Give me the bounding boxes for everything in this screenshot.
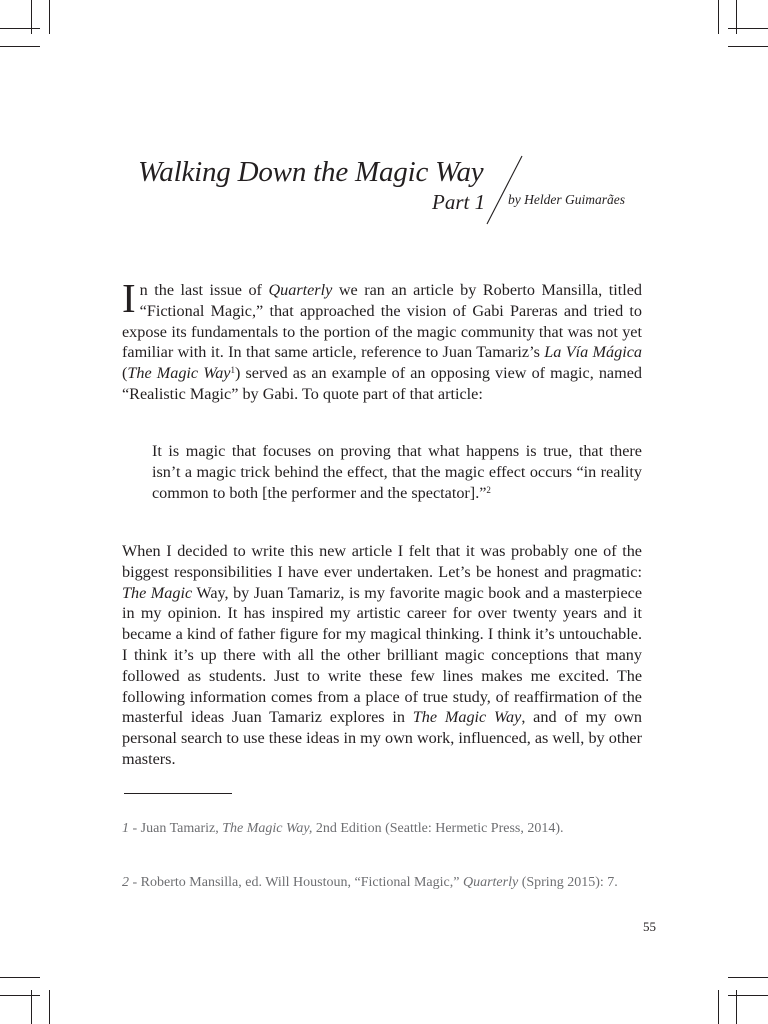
crop-mark xyxy=(728,977,768,978)
text-run: , and of my own personal search to use these ideas in my own work, influenced, as well, by other masters. xyxy=(122,708,642,768)
text-run: ) served as an example of an opposing view of magic, named “Realistic Magic” by Gabi. To quote part of that article: xyxy=(122,364,642,403)
crop-mark xyxy=(49,0,50,34)
text-run: n the last issue of xyxy=(139,281,269,299)
footnote-text: 2nd Edition (Seattle: Hermetic Press, 2014). xyxy=(312,821,564,836)
page-number: 55 xyxy=(643,919,656,934)
footnote-text: Roberto Mansilla, ed. Will Houstoun, “Fictional Magic,” xyxy=(140,875,463,890)
author-byline: by Helder Guimarães xyxy=(508,192,625,207)
text-run: When I decided to write this new article I felt that it was probably one of the biggest responsibilities I have ever undertaken. Let’s be honest and pragmatic: xyxy=(122,542,642,581)
footnote-ref: 1 xyxy=(230,365,235,376)
crop-mark xyxy=(728,995,768,996)
quote-text: It is magic that focuses on proving that what happens is true, that there isn’t a magic trick behind the effect, that the magic effect occurs “in reality common to both [the performer and the spectator].” xyxy=(152,442,642,502)
footnote-ref: 2 xyxy=(486,484,491,495)
footnote-item xyxy=(122,874,642,893)
footnote-item xyxy=(122,820,642,839)
crop-mark xyxy=(0,28,40,29)
crop-mark xyxy=(728,46,768,47)
drop-cap: I xyxy=(122,275,136,321)
block-quote xyxy=(152,441,642,503)
publication-name: Quarterly xyxy=(268,281,333,299)
footnote-title: Quarterly xyxy=(462,875,519,890)
footnote-number: 1 xyxy=(122,821,129,836)
book-title: La Vía Mágica xyxy=(544,343,642,362)
footnote-dash: - xyxy=(129,875,141,890)
text-run: Way, by Juan Tamariz, is my favorite magic book and a masterpiece in my opinion. It has inspired my artistic career for over twenty years and it became a kind of father figure for my magical thinking. I think it’s untouchable. I think it’s up there with all the other brilliant magic conceptions that many followed as students. Just to write these few lines makes me excited. The following information comes from a place of true study, of reaffirmation of the masterful ideas Juan Tamariz explores in xyxy=(122,583,642,727)
body-paragraph xyxy=(122,541,642,770)
book-title: The Magic Way xyxy=(127,364,231,383)
text-run: we ran an article by Roberto Mansilla, titled “Fictional Magic,” that approached the vision of Gabi Pareras and tried to expose its fundamentals to the portion of the magic community that was not yet familiar with it. In that same article, reference to Juan Tamariz’s xyxy=(122,281,642,362)
crop-mark xyxy=(718,0,719,34)
crop-mark xyxy=(0,977,40,978)
crop-mark xyxy=(728,28,768,29)
book-title: The Magic Way xyxy=(412,708,522,727)
crop-mark xyxy=(49,990,50,1024)
footnote-text: Juan Tamariz, xyxy=(140,821,223,836)
footnote-dash: - xyxy=(129,821,141,836)
text-run: ( xyxy=(122,364,128,383)
footnote-divider xyxy=(124,793,232,794)
crop-mark xyxy=(0,46,40,47)
footnote-title: The Magic Way, xyxy=(222,821,313,836)
intro-paragraph xyxy=(122,275,642,405)
title-slash-divider xyxy=(484,154,524,226)
article-title: Walking Down the Magic Way xyxy=(138,156,484,188)
book-title: The Magic xyxy=(122,583,193,602)
footnote-text: (Spring 2015): 7. xyxy=(518,875,618,890)
crop-mark xyxy=(0,995,40,996)
crop-mark xyxy=(718,990,719,1024)
article-title-block xyxy=(0,150,768,230)
article-part: Part 1 xyxy=(432,190,486,214)
footnote-number: 2 xyxy=(122,875,129,890)
